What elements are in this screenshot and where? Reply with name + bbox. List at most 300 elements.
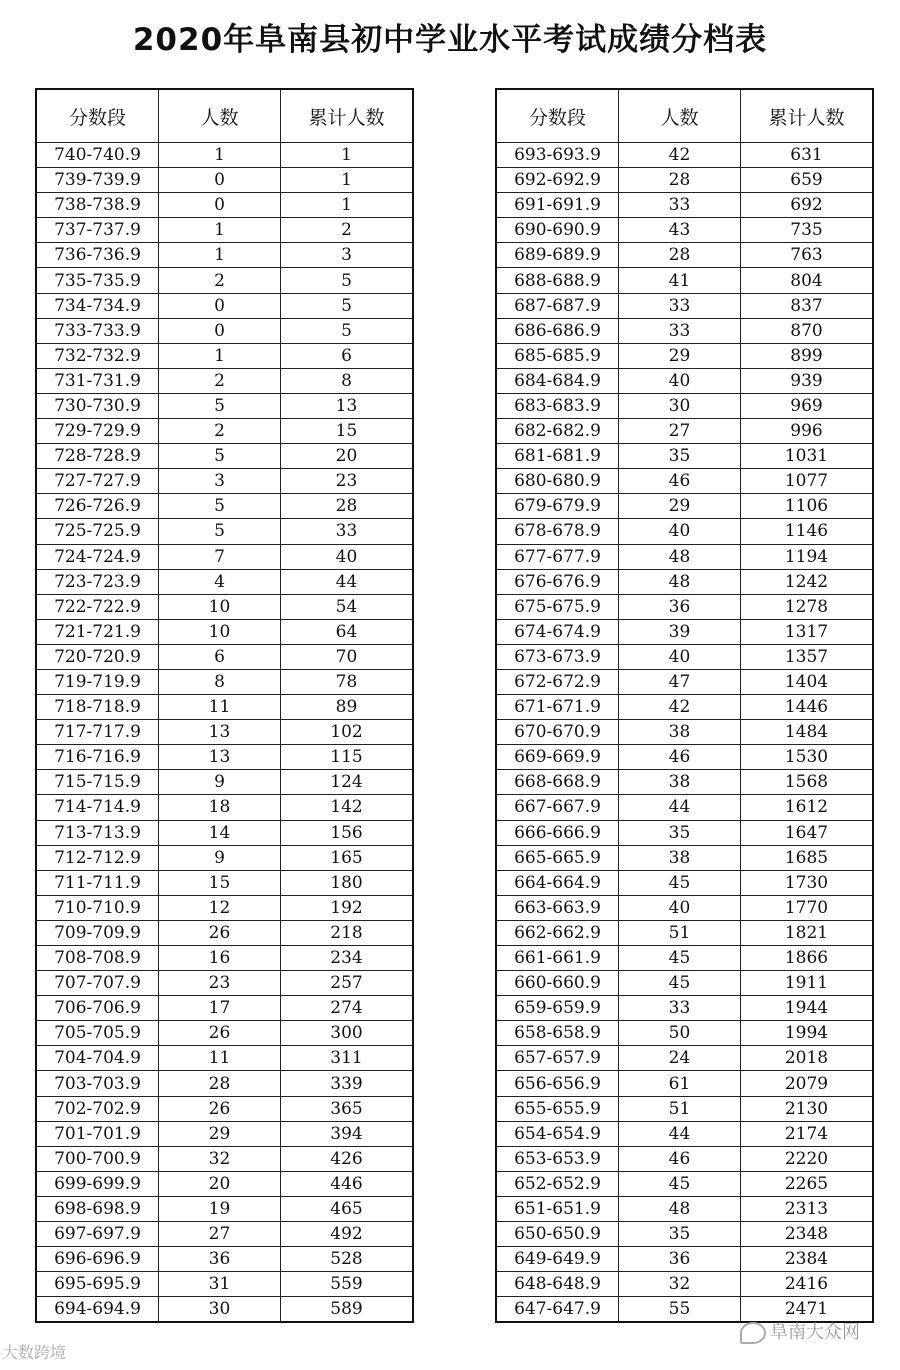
table-row [36,1021,413,1046]
cell-score-range: 722-722.9 [36,594,159,619]
cell-score-range: 711-711.9 [36,870,159,895]
cell-cumulative: 142 [281,795,414,820]
cell-cumulative: 2265 [741,1171,874,1196]
cell-score-range: 707-707.9 [36,971,159,996]
cell-score-range: 648-648.9 [496,1272,619,1297]
cell-count: 9 [159,770,281,795]
cell-count: 45 [619,1171,741,1196]
cell-count: 0 [159,168,281,193]
table-row [496,644,873,669]
cell-score-range: 732-732.9 [36,343,159,368]
header-count: 人数 [159,89,281,143]
table-row [496,318,873,343]
table-row [496,569,873,594]
cell-count: 11 [159,1046,281,1071]
cell-cumulative: 5 [281,293,414,318]
table-row [496,193,873,218]
cell-count: 44 [619,795,741,820]
cell-score-range: 650-650.9 [496,1222,619,1247]
cell-score-range: 694-694.9 [36,1297,159,1323]
table-row [496,971,873,996]
cell-score-range: 691-691.9 [496,193,619,218]
cell-cumulative: 180 [281,870,414,895]
cell-score-range: 673-673.9 [496,644,619,669]
cell-count: 33 [619,193,741,218]
table-row [496,243,873,268]
table-row [36,996,413,1021]
cell-count: 1 [159,243,281,268]
table-row [496,669,873,694]
cell-count: 13 [159,745,281,770]
table-row [36,594,413,619]
cell-score-range: 672-672.9 [496,669,619,694]
cell-score-range: 737-737.9 [36,218,159,243]
table-row [496,1146,873,1171]
cell-cumulative: 465 [281,1196,414,1221]
cell-count: 50 [619,1021,741,1046]
table-row [496,494,873,519]
table-row [36,770,413,795]
cell-count: 41 [619,268,741,293]
watermark-right [740,1318,860,1344]
table-row [36,444,413,469]
cell-cumulative: 33 [281,519,414,544]
cell-score-range: 733-733.9 [36,318,159,343]
cell-cumulative: 115 [281,745,414,770]
cell-score-range: 696-696.9 [36,1247,159,1272]
cell-score-range: 695-695.9 [36,1272,159,1297]
cell-count: 11 [159,695,281,720]
table-row [36,870,413,895]
table-row [496,1046,873,1071]
cell-cumulative: 8 [281,368,414,393]
table-row [496,1222,873,1247]
cell-cumulative: 446 [281,1171,414,1196]
cell-cumulative: 2384 [741,1247,874,1272]
table-row [496,419,873,444]
table-row [36,519,413,544]
cell-count: 10 [159,619,281,644]
cell-count: 5 [159,444,281,469]
table-row [36,218,413,243]
watermark-left-text: 大数跨境 [2,1343,67,1362]
cell-cumulative: 1484 [741,720,874,745]
table-row [496,444,873,469]
table-row [36,494,413,519]
cell-count: 23 [159,971,281,996]
cell-cumulative: 124 [281,770,414,795]
watermark-left [2,1340,66,1363]
cell-score-range: 730-730.9 [36,393,159,418]
cell-cumulative: 218 [281,920,414,945]
cell-count: 51 [619,920,741,945]
cell-count: 47 [619,669,741,694]
table-row [36,795,413,820]
cell-count: 0 [159,193,281,218]
table-row [496,1021,873,1046]
cell-cumulative: 692 [741,193,874,218]
cell-cumulative: 54 [281,594,414,619]
cell-cumulative: 659 [741,168,874,193]
cell-score-range: 721-721.9 [36,619,159,644]
cell-cumulative: 1612 [741,795,874,820]
cell-count: 13 [159,720,281,745]
cell-count: 1 [159,143,281,168]
cell-score-range: 718-718.9 [36,695,159,720]
cell-score-range: 699-699.9 [36,1171,159,1196]
cell-score-range: 693-693.9 [496,143,619,168]
cell-cumulative: 559 [281,1272,414,1297]
table-row [496,393,873,418]
table-row [496,695,873,720]
cell-cumulative: 735 [741,218,874,243]
cell-score-range: 670-670.9 [496,720,619,745]
cell-cumulative: 1242 [741,569,874,594]
cell-count: 10 [159,594,281,619]
table-row [496,293,873,318]
cell-cumulative: 996 [741,419,874,444]
cell-count: 35 [619,820,741,845]
cell-count: 46 [619,469,741,494]
table-row [36,1196,413,1221]
cell-score-range: 706-706.9 [36,996,159,1021]
cell-count: 14 [159,820,281,845]
cell-score-range: 667-667.9 [496,795,619,820]
table-row [36,168,413,193]
cell-cumulative: 1404 [741,669,874,694]
table-row [496,343,873,368]
cell-score-range: 653-653.9 [496,1146,619,1171]
cell-cumulative: 2471 [741,1297,874,1323]
cell-score-range: 681-681.9 [496,444,619,469]
cell-score-range: 698-698.9 [36,1196,159,1221]
table-row [36,820,413,845]
cell-cumulative: 528 [281,1247,414,1272]
cell-cumulative: 1568 [741,770,874,795]
cell-count: 9 [159,845,281,870]
cell-count: 1 [159,218,281,243]
cell-score-range: 726-726.9 [36,494,159,519]
table-row [36,143,413,168]
cell-count: 42 [619,143,741,168]
cell-count: 40 [619,519,741,544]
score-table-left [35,88,414,1323]
cell-cumulative: 257 [281,971,414,996]
cell-count: 28 [619,168,741,193]
cell-count: 29 [619,343,741,368]
cell-cumulative: 1 [281,168,414,193]
cell-count: 27 [159,1222,281,1247]
cell-count: 42 [619,695,741,720]
cell-cumulative: 1317 [741,619,874,644]
table-row [36,243,413,268]
table-row [496,895,873,920]
cell-count: 26 [159,920,281,945]
cell-score-range: 723-723.9 [36,569,159,594]
cell-cumulative: 15 [281,419,414,444]
cell-count: 1 [159,343,281,368]
cell-score-range: 703-703.9 [36,1071,159,1096]
cell-score-range: 649-649.9 [496,1247,619,1272]
cell-cumulative: 1530 [741,745,874,770]
cell-cumulative: 1770 [741,895,874,920]
table-row [496,1121,873,1146]
cell-cumulative: 1994 [741,1021,874,1046]
table-row [496,469,873,494]
cell-count: 48 [619,1196,741,1221]
table-row [36,268,413,293]
cell-score-range: 661-661.9 [496,946,619,971]
cell-score-range: 660-660.9 [496,971,619,996]
table-row [36,920,413,945]
table-row [496,1196,873,1221]
cell-score-range: 659-659.9 [496,996,619,1021]
cell-score-range: 701-701.9 [36,1121,159,1146]
cell-count: 29 [619,494,741,519]
cell-score-range: 677-677.9 [496,544,619,569]
table-row [36,619,413,644]
cell-score-range: 665-665.9 [496,845,619,870]
table-row [36,1272,413,1297]
cell-cumulative: 192 [281,895,414,920]
table-header-row [36,89,413,143]
table-row [36,368,413,393]
score-table-right [495,88,874,1323]
cell-cumulative: 2416 [741,1272,874,1297]
cell-cumulative: 394 [281,1121,414,1146]
cell-score-range: 692-692.9 [496,168,619,193]
table-header-row [496,89,873,143]
cell-score-range: 712-712.9 [36,845,159,870]
table-row [36,1171,413,1196]
cell-count: 18 [159,795,281,820]
table-row [496,1096,873,1121]
cell-count: 32 [619,1272,741,1297]
cell-cumulative: 1821 [741,920,874,945]
cell-cumulative: 1944 [741,996,874,1021]
cell-count: 5 [159,519,281,544]
cell-count: 24 [619,1046,741,1071]
cell-cumulative: 1730 [741,870,874,895]
cell-score-range: 657-657.9 [496,1046,619,1071]
cell-cumulative: 589 [281,1297,414,1323]
cell-count: 45 [619,870,741,895]
table-row [496,920,873,945]
cell-score-range: 729-729.9 [36,419,159,444]
table-row [36,946,413,971]
header-score-range: 分数段 [36,89,159,143]
cell-count: 20 [159,1171,281,1196]
cell-cumulative: 1194 [741,544,874,569]
table-row [36,544,413,569]
cell-count: 55 [619,1297,741,1323]
cell-score-range: 671-671.9 [496,695,619,720]
cell-score-range: 663-663.9 [496,895,619,920]
cell-score-range: 739-739.9 [36,168,159,193]
cell-count: 30 [619,393,741,418]
cell-count: 38 [619,770,741,795]
table-row [36,1222,413,1247]
cell-cumulative: 1357 [741,644,874,669]
cell-count: 2 [159,268,281,293]
cell-cumulative: 23 [281,469,414,494]
table-row [36,193,413,218]
cell-count: 33 [619,318,741,343]
cell-count: 5 [159,494,281,519]
table-row [496,1071,873,1096]
cell-score-range: 658-658.9 [496,1021,619,1046]
table-row [36,895,413,920]
table-row [36,644,413,669]
cell-score-range: 651-651.9 [496,1196,619,1221]
table-row [496,519,873,544]
table-body-right [496,143,873,1323]
table-row [496,770,873,795]
table-row [36,1071,413,1096]
table-row [36,393,413,418]
cell-cumulative: 1 [281,193,414,218]
table-row [36,1121,413,1146]
table-row [36,1247,413,1272]
cell-score-range: 662-662.9 [496,920,619,945]
cell-cumulative: 2130 [741,1096,874,1121]
cell-score-range: 676-676.9 [496,569,619,594]
cell-score-range: 686-686.9 [496,318,619,343]
table-row [496,820,873,845]
cell-score-range: 690-690.9 [496,218,619,243]
cell-score-range: 740-740.9 [36,143,159,168]
cell-cumulative: 1146 [741,519,874,544]
table-row [36,745,413,770]
cell-count: 40 [619,895,741,920]
cell-cumulative: 2079 [741,1071,874,1096]
table-row [496,1171,873,1196]
cell-score-range: 688-688.9 [496,268,619,293]
cell-score-range: 700-700.9 [36,1146,159,1171]
table-row [496,946,873,971]
table-row [496,619,873,644]
cell-count: 38 [619,845,741,870]
cell-cumulative: 1647 [741,820,874,845]
cell-cumulative: 1278 [741,594,874,619]
cell-score-range: 714-714.9 [36,795,159,820]
table-row [36,845,413,870]
cell-score-range: 719-719.9 [36,669,159,694]
cell-count: 16 [159,946,281,971]
cell-score-range: 656-656.9 [496,1071,619,1096]
cell-score-range: 647-647.9 [496,1297,619,1323]
cell-score-range: 728-728.9 [36,444,159,469]
cell-score-range: 668-668.9 [496,770,619,795]
cell-count: 17 [159,996,281,1021]
cell-score-range: 654-654.9 [496,1121,619,1146]
table-row [496,1272,873,1297]
cell-count: 33 [619,996,741,1021]
cell-count: 0 [159,293,281,318]
cell-cumulative: 165 [281,845,414,870]
cell-count: 19 [159,1196,281,1221]
cell-cumulative: 40 [281,544,414,569]
table-row [496,845,873,870]
table-row [496,594,873,619]
table-row [36,1046,413,1071]
cell-score-range: 680-680.9 [496,469,619,494]
cell-cumulative: 44 [281,569,414,594]
cell-score-range: 738-738.9 [36,193,159,218]
cell-count: 36 [619,594,741,619]
cell-cumulative: 939 [741,368,874,393]
table-row [496,720,873,745]
cell-count: 26 [159,1021,281,1046]
cell-cumulative: 64 [281,619,414,644]
watermark-right-text: 阜南大众网 [770,1322,860,1343]
cell-count: 33 [619,293,741,318]
cell-cumulative: 274 [281,996,414,1021]
cell-cumulative: 1 [281,143,414,168]
cell-cumulative: 1031 [741,444,874,469]
cell-count: 2 [159,368,281,393]
table-row [36,720,413,745]
cell-score-range: 720-720.9 [36,644,159,669]
cell-count: 27 [619,419,741,444]
cell-cumulative: 837 [741,293,874,318]
cell-score-range: 727-727.9 [36,469,159,494]
cell-score-range: 664-664.9 [496,870,619,895]
cell-score-range: 702-702.9 [36,1096,159,1121]
cell-count: 43 [619,218,741,243]
table-row [496,268,873,293]
cell-cumulative: 1077 [741,469,874,494]
cell-count: 6 [159,644,281,669]
cell-score-range: 734-734.9 [36,293,159,318]
cell-count: 36 [619,1247,741,1272]
cell-count: 40 [619,368,741,393]
cell-count: 8 [159,669,281,694]
cell-count: 39 [619,619,741,644]
table-row [36,419,413,444]
table-row [496,870,873,895]
table-row [496,168,873,193]
cell-cumulative: 70 [281,644,414,669]
page-title: 2020年阜南县初中学业水平考试成绩分档表 [132,22,768,58]
cell-count: 5 [159,393,281,418]
cell-cumulative: 763 [741,243,874,268]
cell-score-range: 717-717.9 [36,720,159,745]
cell-score-range: 675-675.9 [496,594,619,619]
cell-score-range: 682-682.9 [496,419,619,444]
cell-count: 0 [159,318,281,343]
cell-cumulative: 969 [741,393,874,418]
header-cumulative: 累计人数 [281,89,414,143]
table-row [496,368,873,393]
cell-cumulative: 1866 [741,946,874,971]
cell-cumulative: 20 [281,444,414,469]
cell-score-range: 679-679.9 [496,494,619,519]
cell-cumulative: 3 [281,243,414,268]
cell-count: 45 [619,946,741,971]
cell-score-range: 684-684.9 [496,368,619,393]
cell-count: 32 [159,1146,281,1171]
cell-count: 48 [619,569,741,594]
cell-cumulative: 5 [281,318,414,343]
cell-score-range: 713-713.9 [36,820,159,845]
table-row [496,1247,873,1272]
cell-score-range: 724-724.9 [36,544,159,569]
cell-score-range: 708-708.9 [36,946,159,971]
cell-score-range: 685-685.9 [496,343,619,368]
cell-score-range: 716-716.9 [36,745,159,770]
cell-cumulative: 365 [281,1096,414,1121]
